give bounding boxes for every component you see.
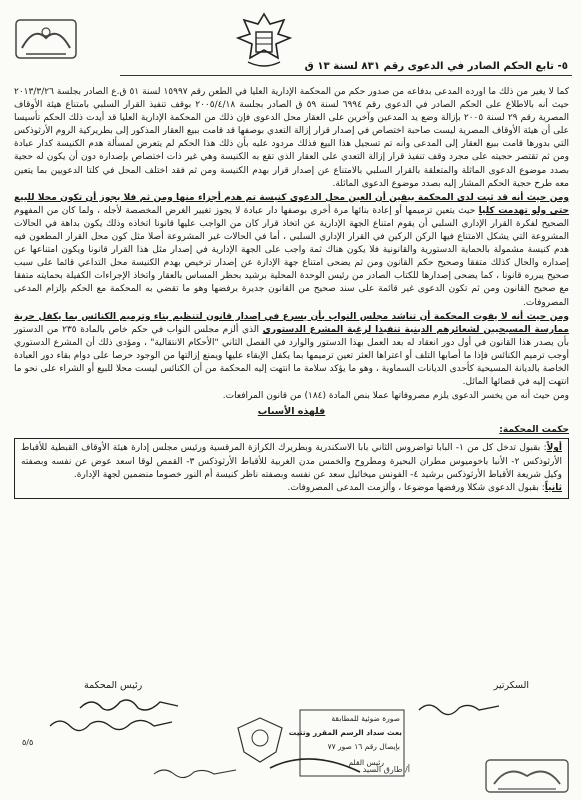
secretary-label: السكرتير — [493, 680, 529, 691]
secretary-signature-icon — [409, 698, 509, 716]
paragraph-3-lead: ومن حيث أنه لا يفوت المحكمة أن تناشد مجلس النواب بأن يسرع في إصدار قانون لتنظيم بناء وترميم الكنائس بما يكفل حرية ممارسة المسيحيين لشعائرهم الدينية تنفيذا لرغبة المشرع الدستوري — [14, 311, 570, 335]
bottom-scribble-icon — [150, 764, 240, 780]
paragraph-2-lead: ومن حيث أنه قد ثبت لدى المحكمة بيقين أن العين محل الدعوى كنيسة تم هدم أجزاء منها ومن ثم فلا يجوز أن تكون محلا للبيع حتى ولو تهدمت كليا — [14, 192, 569, 216]
ruling-second-label: ثانياً — [544, 482, 562, 493]
council-logo-bottom-icon — [484, 756, 570, 796]
header-divider — [120, 75, 572, 76]
document-body — [14, 86, 569, 499]
reasons-title: فلهذه الأسباب — [257, 406, 326, 418]
ruling-title: حكمت المحكمة: — [499, 425, 569, 436]
paragraph-1 — [14, 86, 569, 191]
paragraph-3-rest: الذي ألزم مجلس النواب في حكم خاص بالمادة ٢٣٥ من الدستور بأن يصدر هذا القانون في أول دور انعقاد له بعد العمل بهذا الدستور والوارد في الفصل الثاني "الأحكام الانتقالية" ، ومؤدى ذلك أن المشرع الدستوري أوجب ترميم الكنائس فإذا ما أصابها التلف أو اعتراها العثر تعين ترميمها بما يكفل الإبقاء عليها ويمنع إزالتها من الوجود حرصا على دوام بقاء دور العبادة الخاصة بالديانة المسيحية كأحدى الديانات السماوية ، وهو ما يؤكد سلامة ما انتهت إليه المحكمة من أن الكنائس ليست محلا للبيع أو الشراء على نحو ما انتهت إليه في قضائها المائل. — [14, 324, 569, 388]
council-logo-icon — [14, 14, 78, 64]
ruling-second-text: : بقبول الدعوى شكلا ورفضها موضوعا ، وألزمت المدعى المصروفات. — [287, 482, 545, 493]
bottom-name: أ/ طارق السيد — [362, 765, 410, 774]
paragraph-2 — [14, 192, 569, 310]
ruling-first-text: : بقبول تدخل كل من ١- البابا تواضروس الثاني بابا الاسكندرية وبطريرك الكرازة المرقسية ورئيس مجلس إدارة هيئة الأوقاف القبطية للأقباط الأرثوذكس ٢- الأنبا باخوميوس مطران البحيرة ومطروح والخمس مدن الغربية للأقباط الأرثوذكس ٣- القمص لوقا اسعد عوض عن نفسه وبصفته وكيل شريعة الأقباط الأرثوذكس برشيد ٤- الفونس ميخائيل سعد عن نفسه وبصفته ناظر كنيسة أم النور خصوما منضمين لجهة الإدارة. — [21, 443, 563, 480]
president-label: رئيس المحكمة — [84, 680, 143, 691]
stamp-line-2: بعث سداد الرسم المقرر وتنيت — [288, 728, 402, 737]
paragraph-1-text: كما لا يغير من ذلك ما اورده المدعى بدفاعه من صدور حكم من المحكمة الإدارية العليا في الطعن رقم ١٥٩٩٧ لسنة ٥١ ق.ع الصادر بجلسة ٢٠١٣/٣/٢٦ حيث أنه بالاطلاع على الحكم الصادر في الدعوى رقم ٦٩٩٤ لسنة ٥٩ ق الصادر بجلسة ٢٠٠٥/٤/١٨ بوقف تنفيذ القرار السلبي بامتناع هيئة الأوقاف المصرية رقم ٢٩ لسنة ٢٠٠٥ بإزالة وضع يد المدعين وآخرين على العقار محل الدعوى فإن ذلك من المحكمة الإدارية العليا قد أيدت ذلك الحكم تأسيسا على أن هيئة الأوقاف المصرية ليست صاحبة اختصاص في إصدار قرار إزالة التعدي بوصفها قد قامت ببيع العقار المذكور إلى بطريركية الروم الأرثوذكس التي بدورها قامت ببيع العقار إلى المدعى وأنه تم تسجيل هذا البيع فذلك مردود عليه بأن ذلك هذا الحكم لم يتعرض لمسألة هدم الكنيسة كدار عبادة ومن ثم تقتصر حجيته على مجرد وقف تنفيذ قرار إزالة التعدي على العقار الذي تقع به الكنيسة وهي غير ذات اختصاص بإصداره دون أن يكون له حجية بصدد موضوع الدعوى الماثلة والمتعلقة بالقرار السلبي بالامتناع عن إصدار قرار بهدم الكنيسة ومن ثم فقد اختلف المحل في كلتا الدعويين بما يتعين معه طرح حجية الحكم المشار إليه بصدد موضوع الدعوى الماثلة. — [14, 87, 570, 189]
bottom-marks — [150, 762, 450, 782]
handwritten-note-icon — [46, 712, 176, 736]
ruling-first — [21, 442, 562, 481]
paragraph-2-rest: حيث يتعين ترميمها أو إعادة بنائها مرة أخرى بوصفها دار عبادة لا يجوز تغيير الغرض المخصصة لأجله ، ولما كان من المفهوم الصحيح لفكرة القرار الإداري السلبي أن يقوم امتناع الجهة الإدارية عن اتخاذ قرار كان من الواجب عليها قانونا اتخاذه وذلك يكون بداهة في الحالات المشروعة التي يشكل الامتناع فيها الركن الركين في القرار الإداري السلبي ، أما في الحالات غير المشروعة أصلا مثل كون محل القرار المطعون فيه هدم كنيسة مشمولة بالحماية الدستورية والقانونية فلا يكون هناك ثمة واجب على الجهة الإدارية في إصدار مثل هذا القرار قانونا ويكون امتناعها عن إصداره والحال كذلك متفقا وصحيح حكم القانون ومن ثم يضحى امتناع جهة الإدارة عن إصدار ترخيص بهدم الكنيسة محل التداعي قائما على سبب صحيح يبرره قانونا ، كما يضحى إصدارها للكتاب الصادر من رئيس الوحدة المحلية برشيد بحظر المساس بالعقار واتخاذ الإجراءات الكفيلة بحمايته متفقا مع صحيح القانون ومن ثم تكون الدعوى غير قائمة على سند صحيح من القانون جديرة برفضها وهو ما تقضي به المحكمة مع الحكم بإلزام المدعى المصروفات. — [14, 205, 569, 308]
paragraph-3 — [14, 311, 569, 390]
signature-row — [14, 680, 569, 710]
stamp-line-3: بإيصال رقم ١٦ صور ٧٧ — [327, 742, 400, 751]
stamp-line-1: صورة ضوئية للمطابقة — [331, 714, 400, 723]
paragraph-4: ومن حيث أنه من يخسر الدعوى يلزم مصروفاتها عملا بنص المادة (١٨٤) من قانون المرافعات. — [222, 391, 569, 402]
ruling-box — [14, 438, 569, 498]
page-number: ٥/٥ — [22, 738, 34, 747]
ruling-second — [21, 482, 562, 495]
document-header: ٥- تابع الحكم الصادر في الدعوى رقم ٨٣١ لسنة ١٣ ق — [304, 61, 568, 72]
ruling-first-label: أولاً — [546, 443, 562, 454]
stamp-line-4: رئيس القلم — [348, 758, 384, 767]
